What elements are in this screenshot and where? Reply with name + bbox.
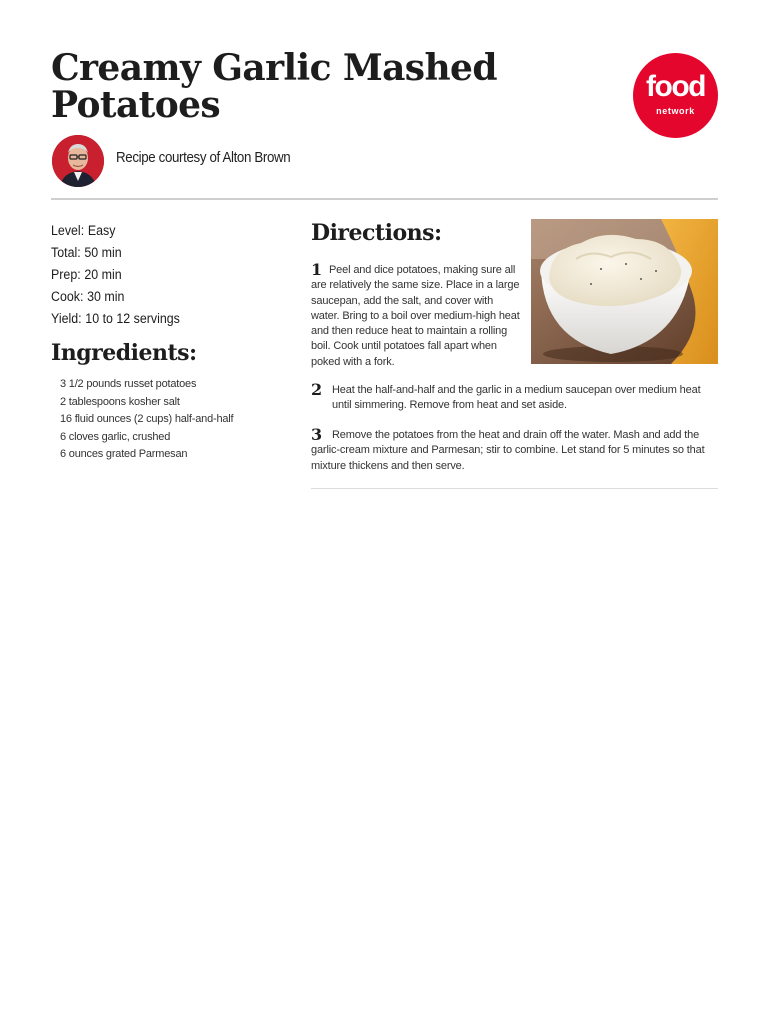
- meta-level: Level: Easy: [51, 223, 116, 238]
- header-divider: [51, 198, 718, 200]
- step-number: 2: [311, 380, 322, 399]
- ingredient-item: 16 fluid ounces (2 cups) half-and-half: [60, 413, 234, 425]
- logo-word: food: [646, 70, 705, 103]
- chef-avatar: [52, 135, 104, 187]
- ingredients-heading: Ingredients:: [51, 340, 197, 366]
- recipe-photo: [531, 219, 718, 364]
- directions-divider: [311, 488, 718, 489]
- step-text: Heat the half-and-half and the garlic in a medium saucepan over medium heat until simmering. Remove from heat and set aside.: [332, 384, 701, 412]
- direction-step: [311, 260, 521, 370]
- direction-step: [311, 380, 718, 414]
- step-number: 1: [311, 260, 322, 279]
- ingredient-item: 6 ounces grated Parmesan: [60, 448, 188, 460]
- step-text: Peel and dice potatoes, making sure all are relatively the same size. Place in a large saucepan, add the salt, and cover with water. Bring to a boil over medium-high heat and then reduce heat to maintain a rolling boil. Cook until potatoes fall apart when poked with a fork.: [311, 264, 520, 368]
- step-number: 3: [311, 425, 322, 444]
- meta-yield: Yield: 10 to 12 servings: [51, 311, 180, 326]
- ingredient-item: 2 tablespoons kosher salt: [60, 395, 180, 408]
- recipe-meta: [51, 220, 191, 330]
- meta-cook: Cook: 30 min: [51, 289, 125, 304]
- chef-portrait-icon: [52, 135, 104, 187]
- recipe-courtesy: Recipe courtesy of Alton Brown: [116, 150, 291, 166]
- directions-heading: Directions:: [311, 220, 442, 246]
- food-network-logo[interactable]: [633, 53, 718, 138]
- mashed-potatoes-photo-icon: [531, 219, 718, 364]
- ingredients-list: [60, 376, 233, 464]
- ingredient-item: 6 cloves garlic, crushed: [60, 430, 171, 443]
- recipe-title: Creamy Garlic Mashed Potatoes: [51, 47, 497, 126]
- step-text: Remove the potatoes from the heat and drain off the water. Mash and add the garlic-cream mixture and Parmesan; stir to combine. Let stand for 5 minutes so that mixture thickens and then serve.: [311, 429, 705, 472]
- direction-step: [311, 425, 718, 474]
- ingredient-item: 3 1/2 pounds russet potatoes: [60, 378, 197, 390]
- logo-sub: network: [656, 106, 695, 116]
- meta-total: Total: 50 min: [51, 245, 122, 260]
- meta-prep: Prep: 20 min: [51, 267, 122, 282]
